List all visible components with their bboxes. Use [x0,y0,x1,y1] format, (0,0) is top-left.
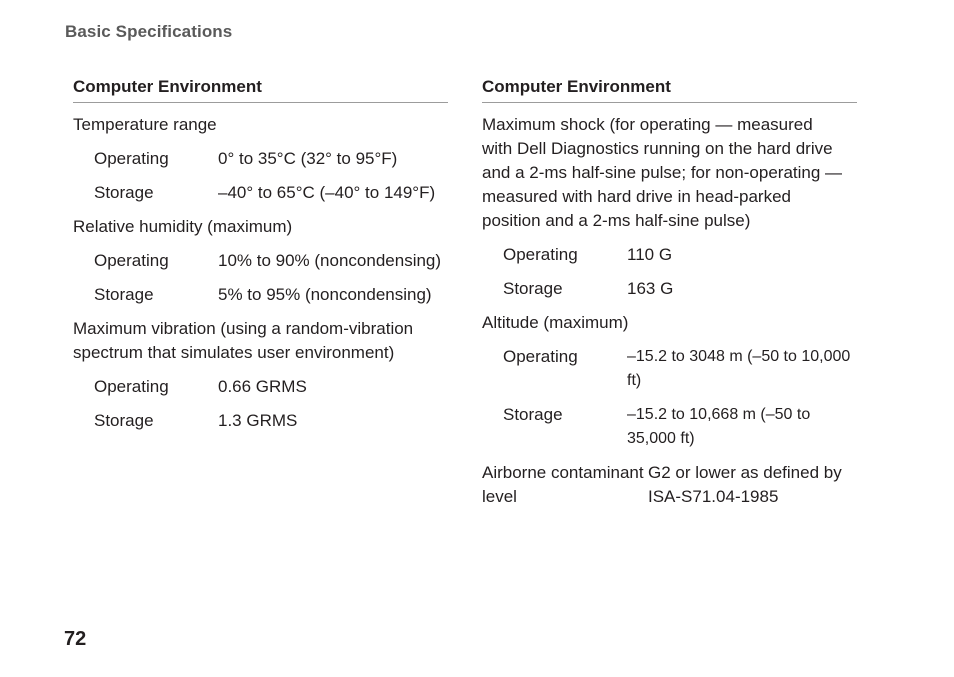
shock-operating-row [482,243,857,267]
row-value: 163 G [627,279,674,298]
altitude-heading: Altitude (maximum) [482,313,629,332]
row-label: Airborne contaminant level [482,463,644,506]
row-value: –40° to 65°C (–40° to 149°F) [218,183,436,202]
row-value: 10% to 90% (noncondensing) [218,251,442,270]
row-value: G2 or lower as defined by ISA-S71.04-1985 [648,463,842,506]
row-value: 5% to 95% (noncondensing) [218,285,432,304]
temperature-storage-row [73,181,448,205]
right-spec-table [482,74,857,509]
row-label: Storage [503,405,563,424]
shock-heading: Maximum shock (for operating — measured with Dell Diagnostics running on the hard drive and a 2-ms half-sine pulse; for non-operating — measured with hard drive in head-parked position and a 2-ms half-sine pulse) [482,115,843,230]
row-label: Operating [94,377,169,396]
row-value: 110 G [627,245,673,264]
right-table-body [482,113,857,509]
row-value: 0° to 35°C (32° to 95°F) [218,149,398,168]
section-header: Basic Specifications [65,22,233,41]
humidity-operating-row [73,249,448,273]
airborne-contaminant-row [482,461,857,509]
vibration-storage-row [73,409,448,433]
row-value: 1.3 GRMS [218,411,298,430]
temperature-heading: Temperature range [73,115,217,134]
row-label: Operating [94,251,169,270]
left-table-title: Computer Environment [73,74,448,103]
altitude-storage-row [482,403,857,451]
row-label: Storage [94,285,154,304]
temperature-operating-row [73,147,448,171]
row-label: Operating [503,245,578,264]
row-value: –15.2 to 3048 m (–50 to 10,000 ft) [627,348,851,389]
humidity-storage-row [73,283,448,307]
row-value: 0.66 GRMS [218,377,307,396]
left-spec-table [73,74,448,433]
row-label: Operating [94,149,169,168]
row-label: Storage [503,279,563,298]
row-value: –15.2 to 10,668 m (–50 to 35,000 ft) [627,406,811,447]
row-label: Operating [503,347,578,366]
shock-storage-row [482,277,857,301]
humidity-heading: Relative humidity (maximum) [73,217,293,236]
row-label: Storage [94,183,154,202]
right-table-title: Computer Environment [482,74,857,103]
vibration-heading: Maximum vibration (using a random-vibration spectrum that simulates user environment) [73,319,414,362]
row-label: Storage [94,411,154,430]
left-table-body [73,113,448,433]
page-number: 72 [64,628,87,650]
vibration-operating-row [73,375,448,399]
altitude-operating-row [482,345,857,393]
